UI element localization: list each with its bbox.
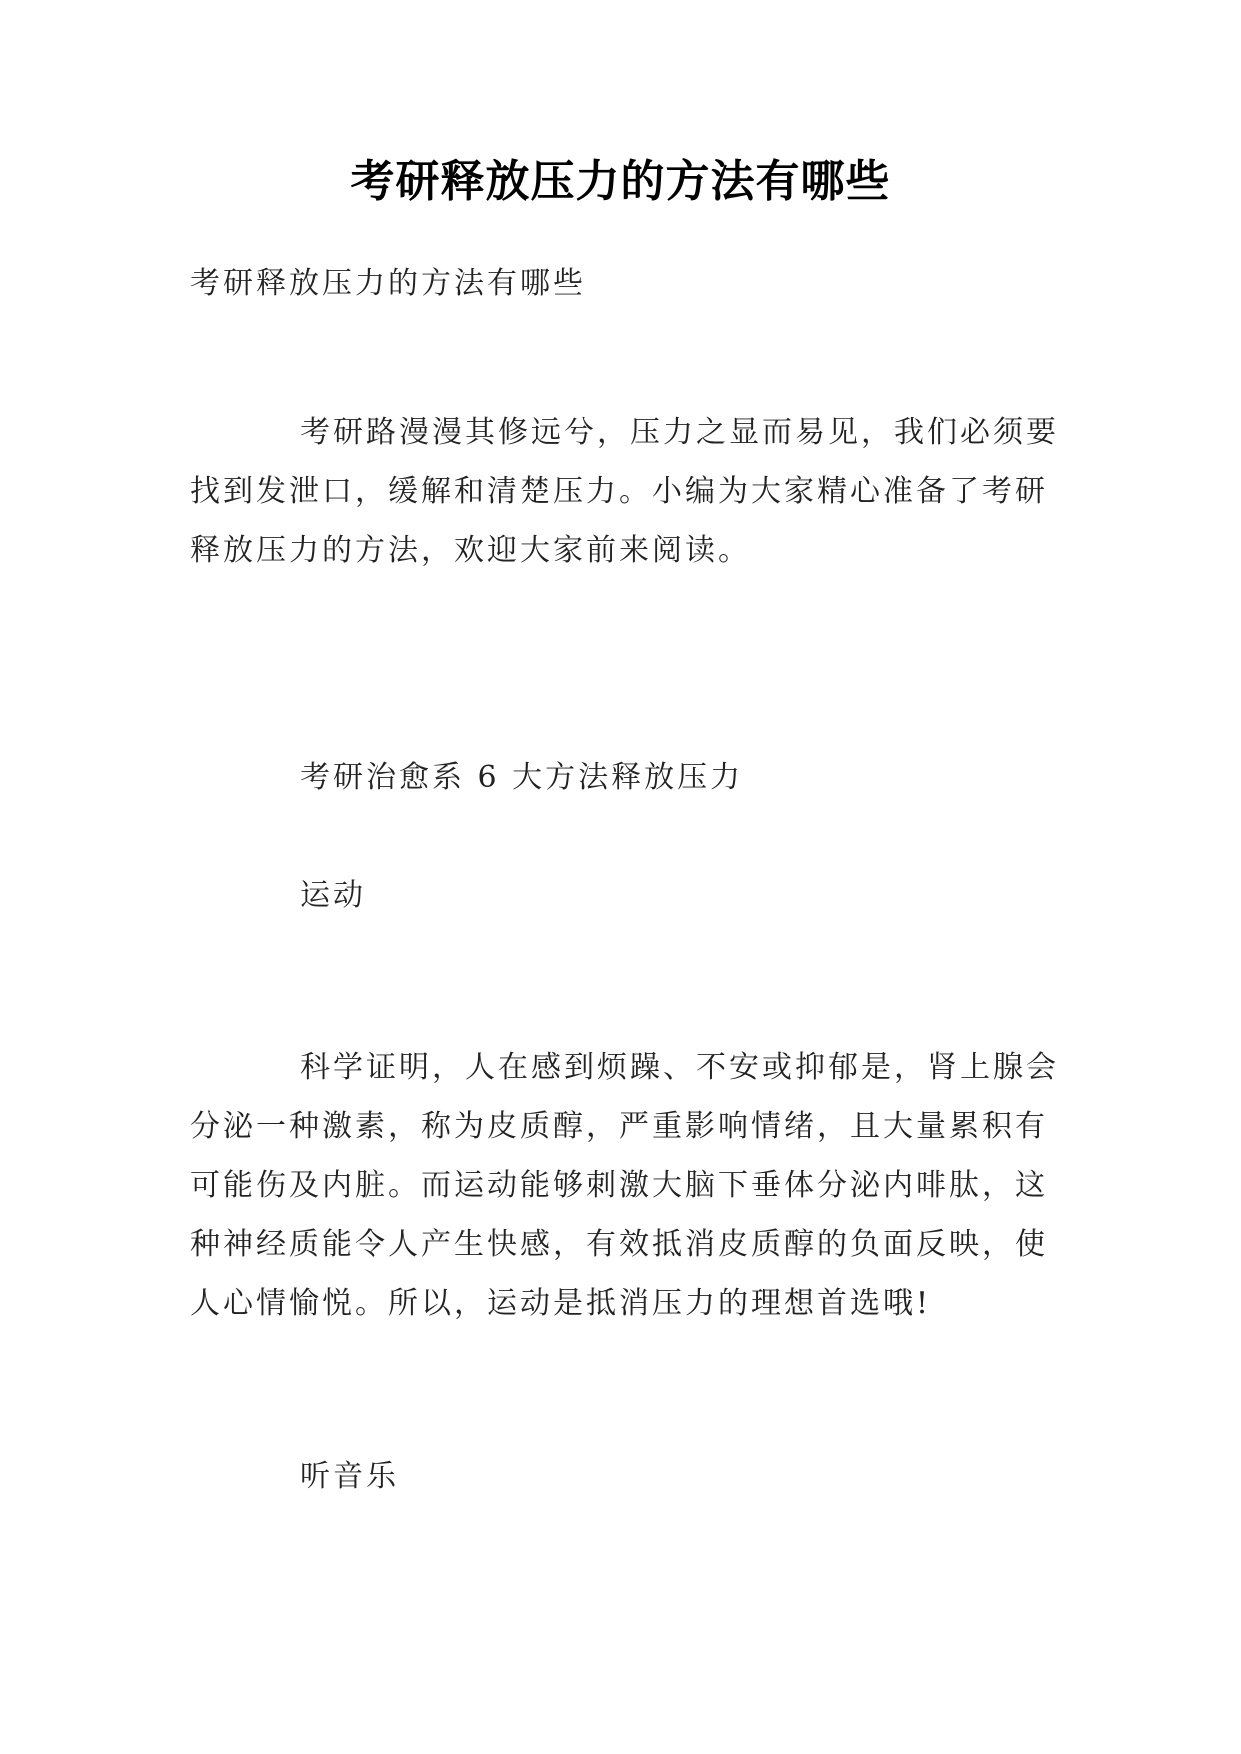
method-paragraph-exercise: 科学证明，人在感到烦躁、不安或抑郁是，肾上腺会分泌一种激素，称为皮质醇，严重影响情绪，且大量累积有可能伤及内脏。而运动能够刺激大脑下垂体分泌内啡肽，这种神经质能令人产生快感，有效抵消皮质醇的负面反映，使人心情愉悦。所以，运动是抵消压力的理想首选哦! bbox=[190, 1050, 1059, 1321]
intro-paragraph: 考研路漫漫其修远兮，压力之显而易见，我们必须要找到发泄口，缓解和清楚压力。小编为大家精心准备了考研释放压力的方法，欢迎大家前来阅读。 bbox=[190, 415, 1059, 568]
method-heading-music: 听音乐 bbox=[300, 1459, 399, 1494]
section-heading: 考研治愈系 6 大方法释放压力 bbox=[300, 760, 744, 795]
document-subtitle: 考研释放压力的方法有哪些 bbox=[190, 266, 586, 301]
document-title: 考研释放压力的方法有哪些 bbox=[350, 156, 891, 207]
method-heading-exercise: 运动 bbox=[300, 878, 366, 913]
